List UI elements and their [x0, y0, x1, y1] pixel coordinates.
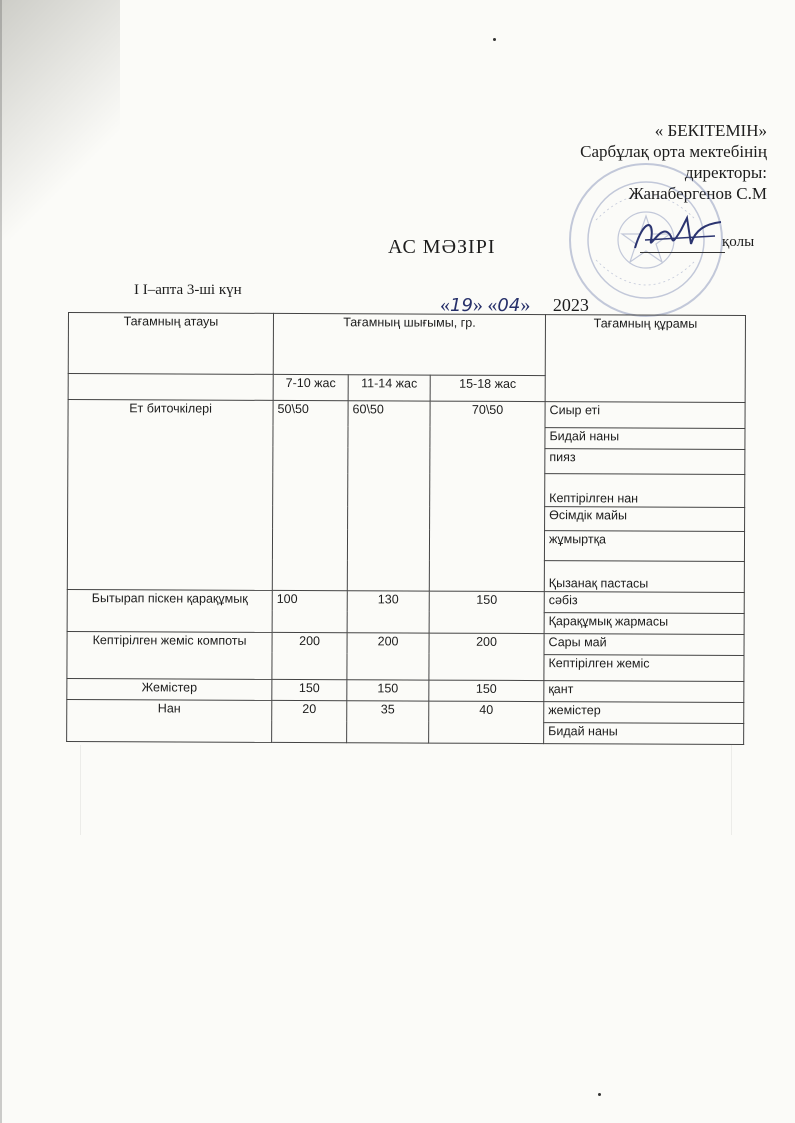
- scan-speck: [598, 1093, 601, 1096]
- quote-close-icon: »: [472, 294, 483, 316]
- yield-7-10: 200: [272, 632, 347, 679]
- yield-15-18: 70\50: [429, 401, 545, 591]
- quote-close-icon: »: [520, 294, 531, 316]
- col-header-name-blank: [68, 373, 273, 400]
- scan-shadow: [0, 0, 120, 240]
- yield-15-18: 40: [429, 701, 544, 744]
- yield-7-10: 150: [272, 679, 347, 700]
- ingredient: Кептірілген жеміс: [544, 654, 744, 681]
- school-name: Сарбұлақ орта мектебінің: [580, 142, 767, 161]
- age-col-7-10: 7-10 жас: [273, 374, 348, 400]
- director-label: директоры:: [684, 163, 767, 182]
- yield-11-14: 150: [347, 679, 429, 700]
- signature-label: қолы: [722, 234, 755, 250]
- yield-11-14: 200: [347, 632, 429, 679]
- ingredient: Бидай наны: [545, 427, 745, 449]
- yield-7-10: 100: [272, 590, 347, 633]
- approval-heading: « БЕКІТЕМІН»: [654, 121, 767, 140]
- yield-11-14: 60\50: [347, 400, 430, 590]
- dish-name: Нан: [67, 699, 272, 742]
- table-row: [67, 631, 744, 655]
- yield-7-10: 20: [272, 700, 347, 743]
- scan-speck: [493, 38, 496, 41]
- dish-name: Ет биточкілері: [67, 399, 273, 590]
- yield-11-14: 130: [347, 590, 429, 633]
- yield-15-18: 150: [429, 680, 544, 702]
- ingredient: Қарақұмық жармасы: [544, 612, 744, 634]
- ingredient: Кептірілген нан: [545, 474, 745, 508]
- page-title: АС МӘЗІРІ: [388, 236, 496, 258]
- age-col-11-14: 11-14 жас: [348, 375, 430, 401]
- ingredient: Сиыр еті: [545, 401, 745, 428]
- quote-open-icon: «: [487, 294, 498, 316]
- week-day-label: І І–апта 3-ші күн: [134, 282, 242, 298]
- ingredient: Өсімдік майы: [545, 507, 745, 531]
- ingredient: жемістер: [544, 701, 744, 723]
- col-header-yield: Тағамның шығымы, гр.: [273, 313, 545, 375]
- faint-scan-area: [80, 745, 732, 835]
- yield-7-10: 50\50: [272, 400, 348, 590]
- ingredient: Бидай наны: [544, 722, 744, 744]
- age-col-15-18: 15-18 жас: [430, 375, 545, 401]
- table-row: [67, 589, 744, 613]
- dish-name: Кептірілген жеміс компоты: [67, 631, 272, 679]
- ingredient: Қызанақ пастасы: [544, 561, 744, 592]
- yield-15-18: 200: [429, 633, 544, 680]
- col-header-name: Тағамның атауы: [68, 313, 273, 375]
- date-month: 04: [497, 295, 521, 316]
- date-year: 2023: [552, 295, 589, 315]
- signature-line: [640, 252, 725, 253]
- ingredient: пияз: [545, 448, 745, 475]
- table-row: [67, 699, 744, 723]
- col-header-composition: Тағамның құрамы: [545, 315, 745, 403]
- quote-open-icon: «: [440, 294, 450, 316]
- dish-name: Бытырап піскен қарақұмық: [67, 589, 272, 632]
- ingredient: сәбіз: [544, 591, 744, 613]
- date-day: 19: [450, 295, 473, 316]
- yield-15-18: 150: [429, 591, 544, 634]
- scan-edge: [0, 0, 2, 1123]
- ingredient: қант: [544, 680, 744, 702]
- menu-table: [66, 312, 746, 745]
- yield-11-14: 35: [347, 700, 429, 743]
- table-row: [68, 399, 745, 428]
- director-name: Жанабергенов С.М: [628, 184, 767, 203]
- table-row: [67, 678, 744, 702]
- ingredient: Сары май: [544, 633, 744, 655]
- dish-name: Жемістер: [67, 678, 272, 700]
- ingredient: жұмыртқа: [544, 530, 744, 561]
